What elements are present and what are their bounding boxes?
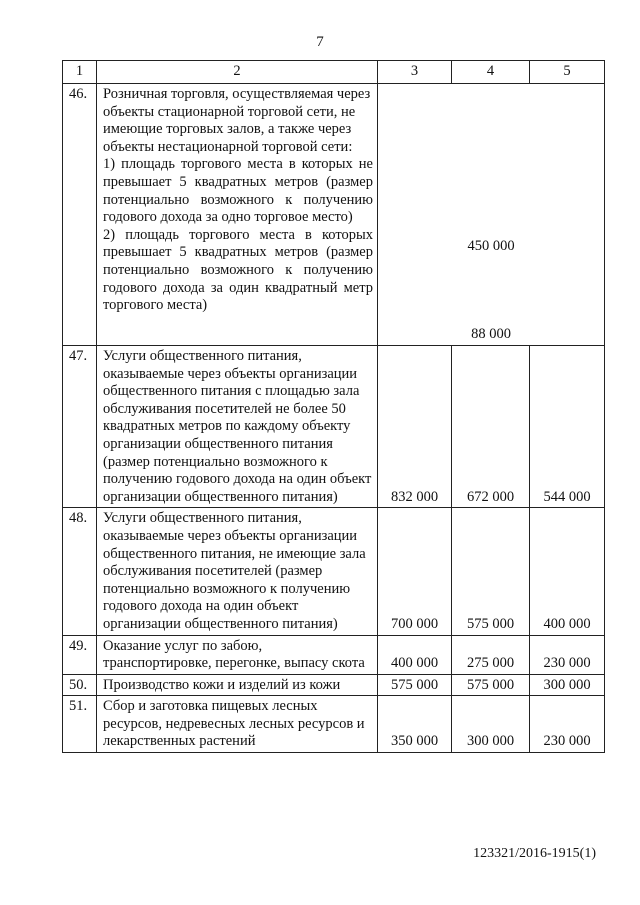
- row-item-2: 2) площадь торгового места в которых превышает 5 квадратных метров (размер потенциально возможного к получению годового дохода за один квадратный метр торгового места): [103, 226, 373, 314]
- row-description: Услуги общественного питания, оказываемые через объекты организации общественного питания, не имеющие зала обслуживания посетителей (размер потенциально возможного к получению годового дохода на один объект организации общественного питания): [97, 508, 378, 635]
- value-cell: 575 000: [452, 508, 530, 635]
- value-cell: 450 000: [467, 238, 515, 254]
- row-description: Оказание услуг по забою, транспортировке, перегонке, выпасу скота: [97, 635, 378, 674]
- table-row: [63, 674, 605, 696]
- row-description: Производство кожи и изделий из кожи: [97, 674, 378, 696]
- header-col-3: 3: [378, 61, 452, 84]
- value-cell: 230 000: [530, 635, 605, 674]
- value-cell: 700 000: [378, 508, 452, 635]
- header-col-2: 2: [97, 61, 378, 84]
- value-cell: 300 000: [530, 674, 605, 696]
- row-description: Услуги общественного питания, оказываемые через объекты организации общественного питания с площадью зала обслуживания посетителей не более 50 квадратных метров по каждому объекту организации общественного питания (размер потенциально возможного к получению годового дохода на один объект организации общественного питания): [97, 346, 378, 508]
- page-number: 7: [316, 34, 324, 50]
- row-number: 47.: [63, 346, 97, 508]
- table-row: [63, 696, 605, 753]
- header-col-4: 4: [452, 61, 530, 84]
- value-cell: 350 000: [378, 696, 452, 753]
- value-cell: 400 000: [530, 508, 605, 635]
- row-description: [97, 84, 378, 346]
- value-cell: 575 000: [452, 674, 530, 696]
- row-number: 46.: [63, 84, 97, 346]
- row-number: 51.: [63, 696, 97, 753]
- document-code: 123321/2016-1915(1): [473, 846, 596, 861]
- value-cell: 575 000: [378, 674, 452, 696]
- row-number: 50.: [63, 674, 97, 696]
- value-cell: 400 000: [378, 635, 452, 674]
- row-number: 48.: [63, 508, 97, 635]
- row-item-1: 1) площадь торгового места в которых не превышает 5 квадратных метров (размер потенциально возможного к получению годового дохода за одно торговое место): [103, 156, 373, 226]
- value-cell: 300 000: [452, 696, 530, 753]
- row-intro: Розничная торговля, осуществляемая через объекты стационарной торговой сети, не имеющие торговых залов, а также через объекты нестационарной торговой сети:: [103, 86, 371, 155]
- table-row: [63, 346, 605, 508]
- table-row: [63, 84, 605, 346]
- value-cell: 832 000: [378, 346, 452, 508]
- row-number: 49.: [63, 635, 97, 674]
- table-row: [63, 635, 605, 674]
- value-cell: 275 000: [452, 635, 530, 674]
- header-row: [63, 61, 605, 84]
- table-row: [63, 508, 605, 635]
- value-cell: 672 000: [452, 346, 530, 508]
- value-cell: 544 000: [530, 346, 605, 508]
- value-cell: 230 000: [530, 696, 605, 753]
- tariff-table: [62, 60, 605, 753]
- merged-value-cell: [378, 84, 605, 346]
- header-col-1: 1: [63, 61, 97, 84]
- row-description: Сбор и заготовка пищевых лесных ресурсов, недревесных лесных ресурсов и лекарственных растений: [97, 696, 378, 753]
- header-col-5: 5: [530, 61, 605, 84]
- value-cell: 88 000: [471, 326, 511, 343]
